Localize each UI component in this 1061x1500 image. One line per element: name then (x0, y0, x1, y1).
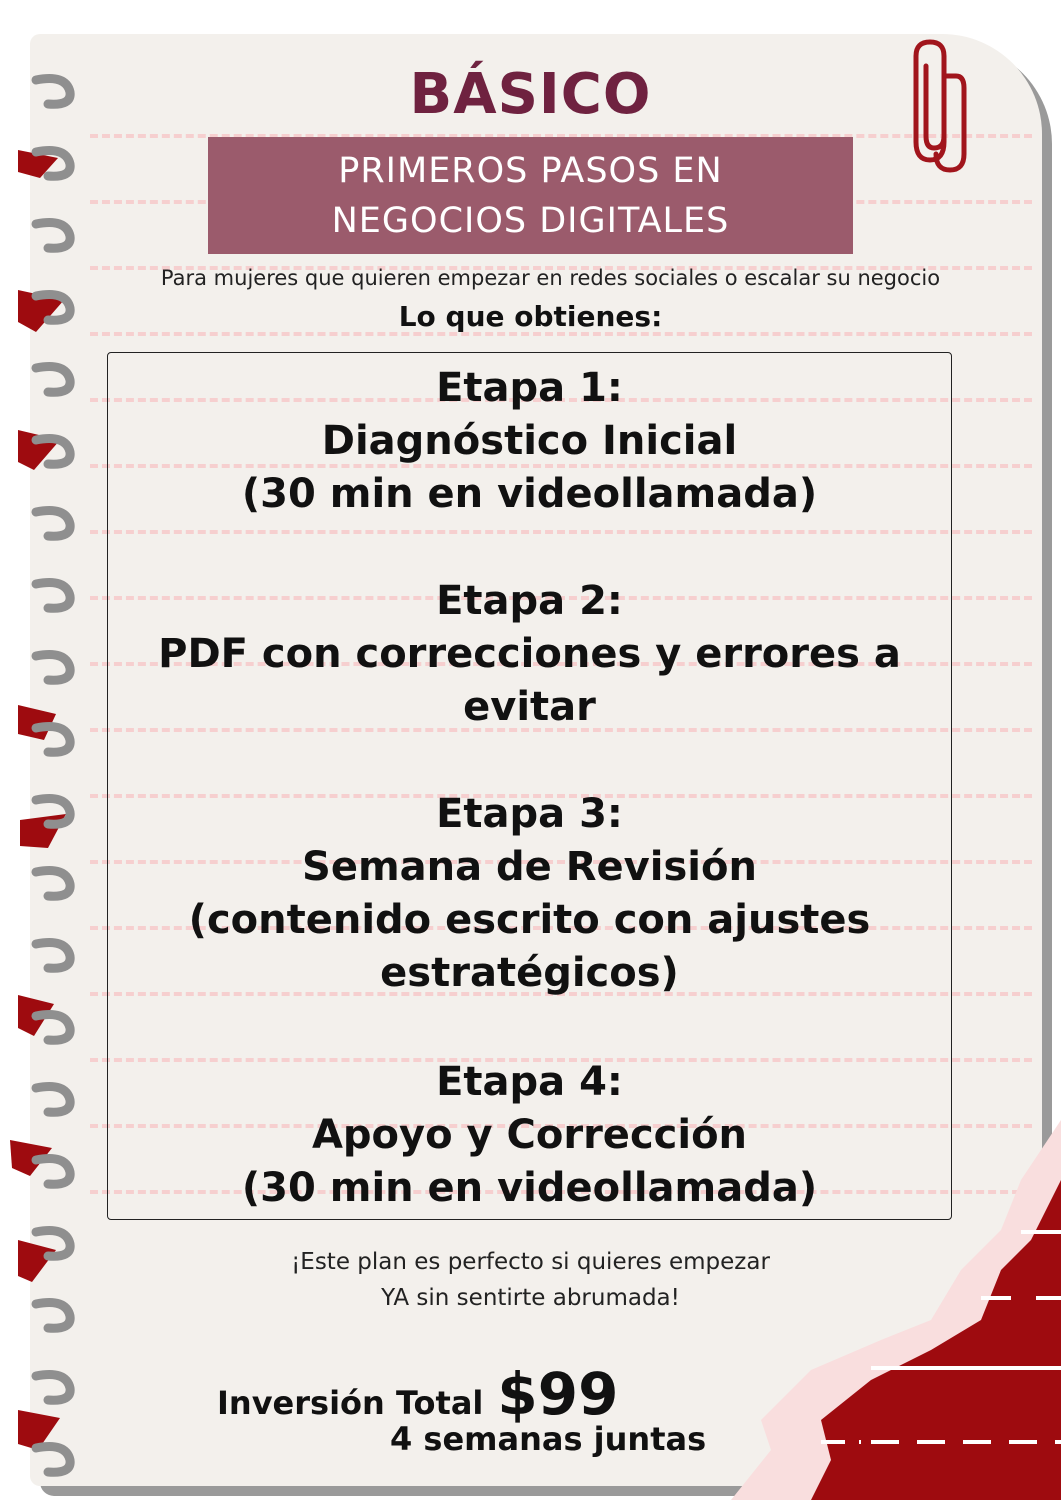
note-line: ¡Este plan es perfecto si quieres empezar (291, 1249, 770, 1275)
plan-title: BÁSICO (409, 62, 652, 127)
stage-line: Semana de Revisión (302, 844, 757, 890)
stage-line: PDF con correcciones y errores a (158, 631, 901, 677)
audience-subtitle: Para mujeres que quieren empezar en redes sociales o escalar su negocio (160, 266, 941, 290)
stage-1 (107, 362, 952, 521)
stage-3 (107, 788, 952, 1000)
stage-line: Diagnóstico Inicial (321, 418, 738, 464)
stage-line: Apoyo y Corrección (311, 1112, 748, 1158)
stage-line: estratégicos) (380, 950, 679, 996)
stage-line: (30 min en videollamada) (241, 471, 818, 517)
plan-banner (208, 137, 853, 254)
banner-line: PRIMEROS PASOS EN (338, 150, 723, 191)
plan-duration: 4 semanas juntas (390, 1420, 707, 1458)
benefits-heading: Lo que obtienes: (398, 300, 663, 333)
stage-2 (107, 575, 952, 734)
price-value: $99 (497, 1360, 619, 1428)
note-line: YA sin sentirte abrumada! (381, 1285, 680, 1311)
stage-line: (30 min en videollamada) (241, 1165, 818, 1211)
stage-4 (107, 1056, 952, 1215)
price-label: Inversión Total (217, 1384, 484, 1422)
stage-label: Etapa 3: (436, 791, 623, 837)
stage-label: Etapa 1: (436, 365, 623, 411)
stage-label: Etapa 4: (436, 1059, 623, 1105)
stage-line: evitar (463, 684, 596, 730)
stage-line: (contenido escrito con ajustes (188, 897, 871, 943)
plan-note (0, 1244, 1061, 1316)
banner-line: NEGOCIOS DIGITALES (331, 200, 730, 241)
stage-label: Etapa 2: (436, 578, 623, 624)
